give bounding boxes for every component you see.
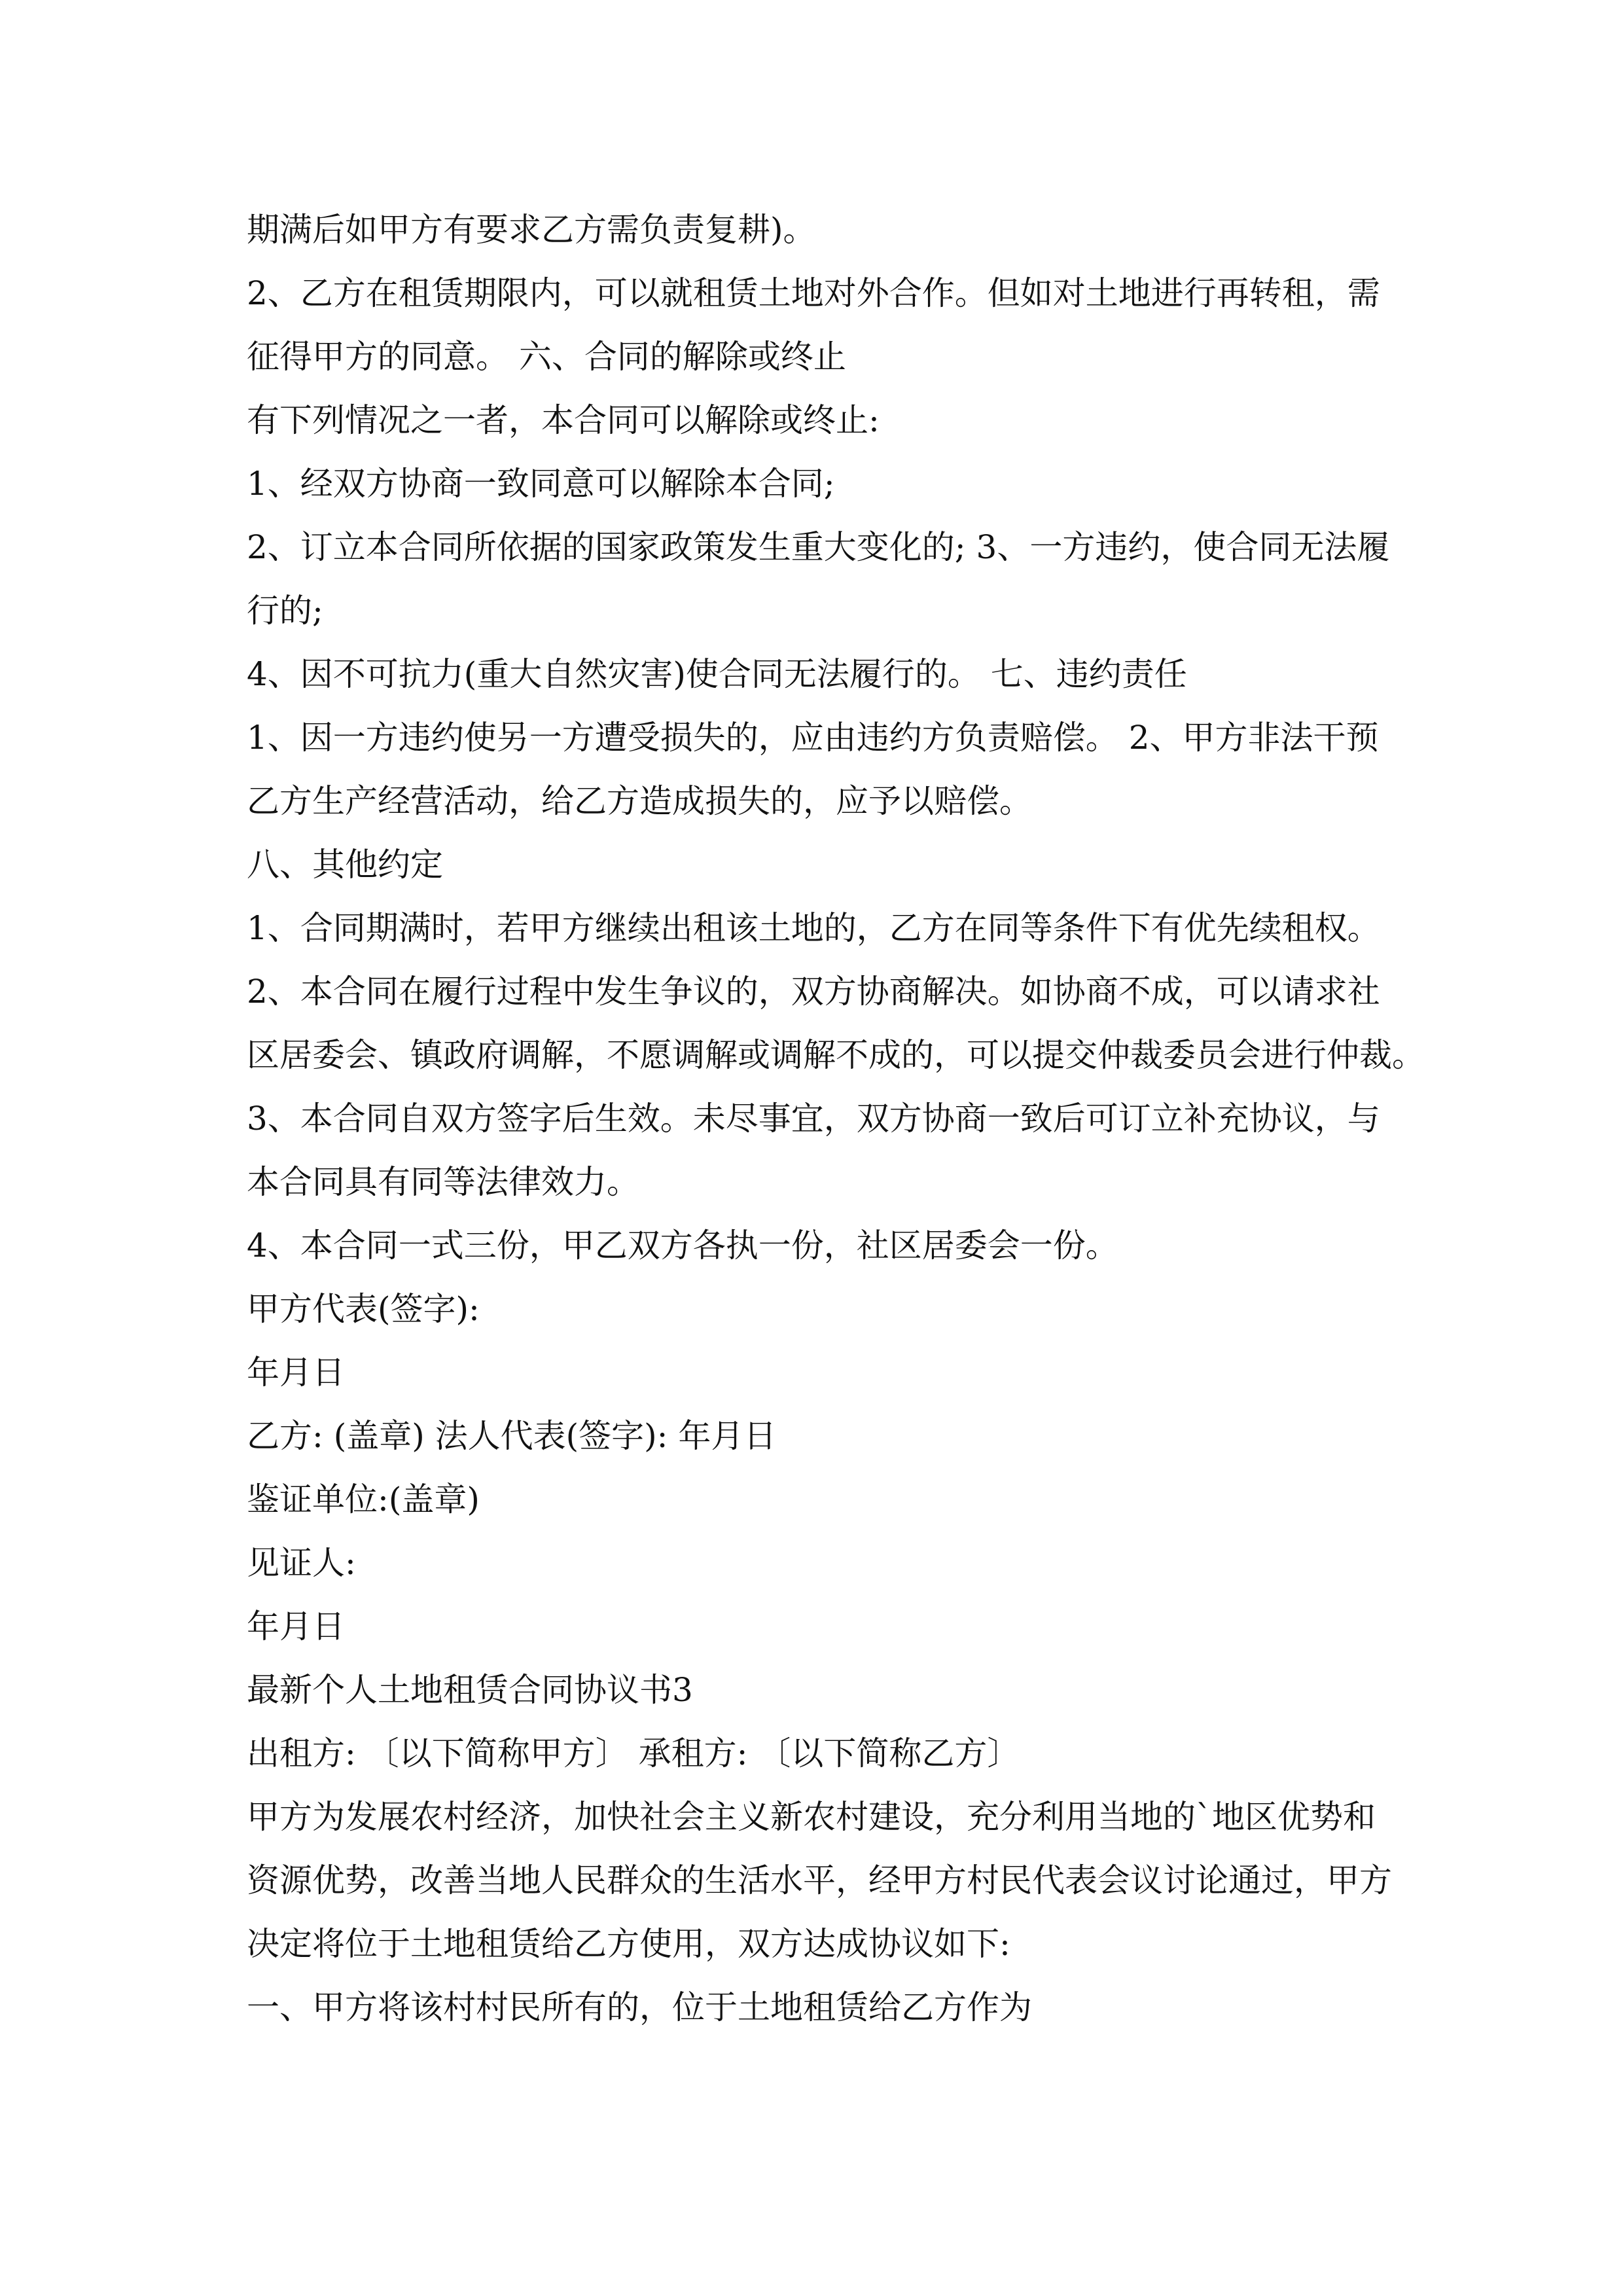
body-line: 甲方为发展农村经济，加快社会主义新农村建设，充分利用当地的`地区优势和: [247, 1798, 1376, 1836]
signature-line: 乙方: (盖章) 法人代表(签字): 年月日: [247, 1417, 777, 1455]
body-line: 有下列情况之一者，本合同可以解除或终止:: [247, 401, 880, 439]
section-heading: 八、其他约定: [247, 846, 443, 884]
body-line: 4、本合同一式三份，甲乙双方各执一份，社区居委会一份。: [247, 1227, 1118, 1265]
body-line: 1、合同期满时，若甲方继续出租该土地的，乙方在同等条件下有优先续租权。: [247, 909, 1380, 947]
body-line: 3、本合同自双方签字后生效。未尽事宜，双方协商一致后可订立补充协议，与: [247, 1100, 1380, 1138]
date-line: 年月日: [247, 1354, 345, 1391]
body-line: 2、本合同在履行过程中发生争议的，双方协商解决。如协商不成，可以请求社: [247, 973, 1380, 1011]
body-line: 区居委会、镇政府调解，不愿调解或调解不成的，可以提交仲裁委员会进行仲裁。: [247, 1036, 1425, 1074]
document-body: [247, 198, 1425, 2039]
body-line: 期满后如甲方有要求乙方需负责复耕)。: [247, 211, 816, 249]
body-line: 资源优势，改善当地人民群众的生活水平，经甲方村民代表会议讨论通过，甲方: [247, 1861, 1392, 1899]
body-line: 2、订立本合同所依据的国家政策发生重大变化的; 3、一方违约，使合同无法履: [247, 528, 1390, 566]
date-line: 年月日: [247, 1607, 345, 1645]
body-line: 决定将位于土地租赁给乙方使用，双方达成协议如下:: [247, 1925, 1010, 1963]
document-title: 最新个人土地租赁合同协议书3: [247, 1671, 693, 1709]
body-line: 1、经双方协商一致同意可以解除本合同;: [247, 465, 835, 503]
body-line: 2、乙方在租赁期限内，可以就租赁土地对外合作。但如对土地进行再转租，需: [247, 274, 1380, 312]
body-line: 一、甲方将该村村民所有的，位于土地租赁给乙方作为: [247, 1988, 1032, 2026]
body-line: 行的;: [247, 592, 323, 630]
parties-line: 出租方: 〔以下简称甲方〕 承租方: 〔以下简称乙方〕: [247, 1734, 1020, 1772]
body-line: 征得甲方的同意。 六、合同的解除或终止: [247, 338, 846, 376]
signature-line: 见证人:: [247, 1544, 356, 1582]
body-line: 1、因一方违约使另一方遭受损失的，应由违约方负责赔偿。 2、甲方非法干预: [247, 719, 1379, 757]
body-line: 4、因不可抗力(重大自然灾害)使合同无法履行的。 七、违约责任: [247, 655, 1187, 693]
signature-line: 甲方代表(签字):: [247, 1290, 480, 1328]
signature-line: 鉴证单位:(盖章): [247, 1480, 480, 1518]
body-line: 本合同具有同等法律效力。: [247, 1163, 639, 1201]
body-line: 乙方生产经营活动，给乙方造成损失的，应予以赔偿。: [247, 782, 1032, 820]
